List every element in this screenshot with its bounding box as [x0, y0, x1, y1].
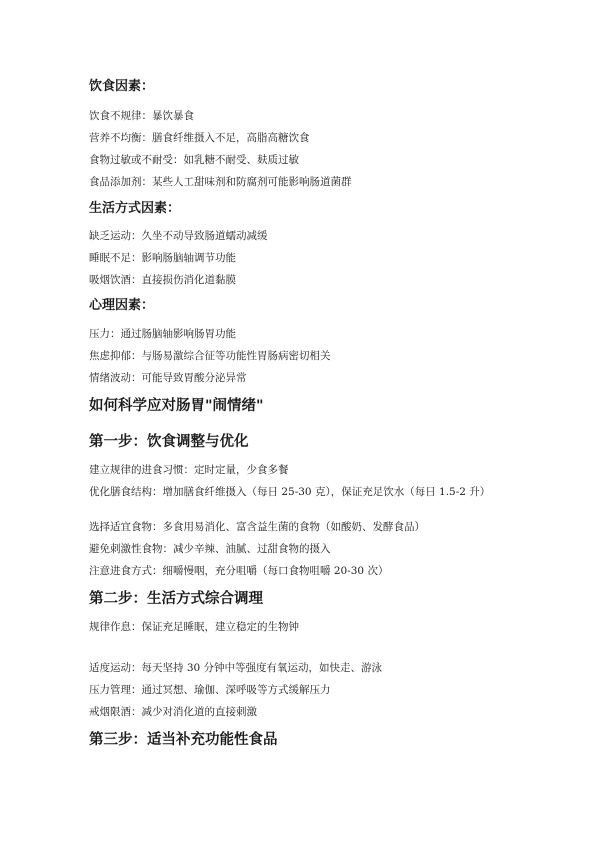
- heading-step-3: 第三步：适当补充功能性食品: [89, 732, 278, 748]
- section-title: 如何科学应对肠胃"闹情绪": [89, 398, 264, 414]
- list-item: 焦虑抑郁：与肠易激综合征等功能性胃肠病密切相关: [89, 350, 331, 362]
- list-item: 食品添加剂：某些人工甜味剂和防腐剂可能影响肠道菌群: [89, 176, 352, 188]
- list-item: 食物过敏或不耐受：如乳糖不耐受、麸质过敏: [89, 154, 299, 166]
- list-item: 压力管理：通过冥想、瑜伽、深呼吸等方式缓解压力: [89, 684, 331, 696]
- list-item: 避免刺激性食物：减少辛辣、油腻、过甜食物的摄入: [89, 543, 331, 555]
- list-item: 营养不均衡：膳食纤维摄入不足，高脂高糖饮食: [89, 132, 310, 144]
- list-item: 情绪波动：可能导致胃酸分泌异常: [89, 372, 247, 384]
- list-item: 戒烟限酒：减少对消化道的直接刺激: [89, 706, 257, 718]
- heading-psych-factors: 心理因素：: [89, 298, 155, 313]
- heading-step-2: 第二步：生活方式综合调理: [89, 591, 263, 607]
- list-item: 规律作息：保证充足睡眠，建立稳定的生物钟: [89, 621, 299, 633]
- list-item: 压力：通过肠脑轴影响肠胃功能: [89, 328, 236, 340]
- heading-lifestyle-factors: 生活方式因素：: [89, 201, 181, 216]
- list-item: 注意进食方式：细嚼慢咽，充分咀嚼（每口食物咀嚼 20-30 次）: [89, 565, 389, 577]
- list-item: 睡眠不足：影响肠脑轴调节功能: [89, 252, 236, 264]
- list-item: 缺乏运动：久坐不动导致肠道蠕动减缓: [89, 230, 268, 242]
- heading-diet-factors: 饮食因素：: [89, 79, 155, 94]
- list-item: 建立规律的进食习惯：定时定量，少食多餐: [89, 464, 289, 476]
- list-item: 优化膳食结构：增加膳食纤维摄入（每日 25-30 克），保证充足饮水（每日 1.5-2 升）: [89, 486, 491, 498]
- list-item: 吸烟饮酒：直接损伤消化道黏膜: [89, 274, 236, 286]
- list-item: 饮食不规律：暴饮暴食: [89, 110, 194, 122]
- list-item: 选择适宜食物：多食用易消化、富含益生菌的食物（如酸奶、发酵食品）: [89, 521, 425, 533]
- list-item: 适度运动：每天坚持 30 分钟中等强度有氧运动，如快走、游泳: [89, 662, 383, 674]
- heading-step-1: 第一步：饮食调整与优化: [89, 434, 249, 450]
